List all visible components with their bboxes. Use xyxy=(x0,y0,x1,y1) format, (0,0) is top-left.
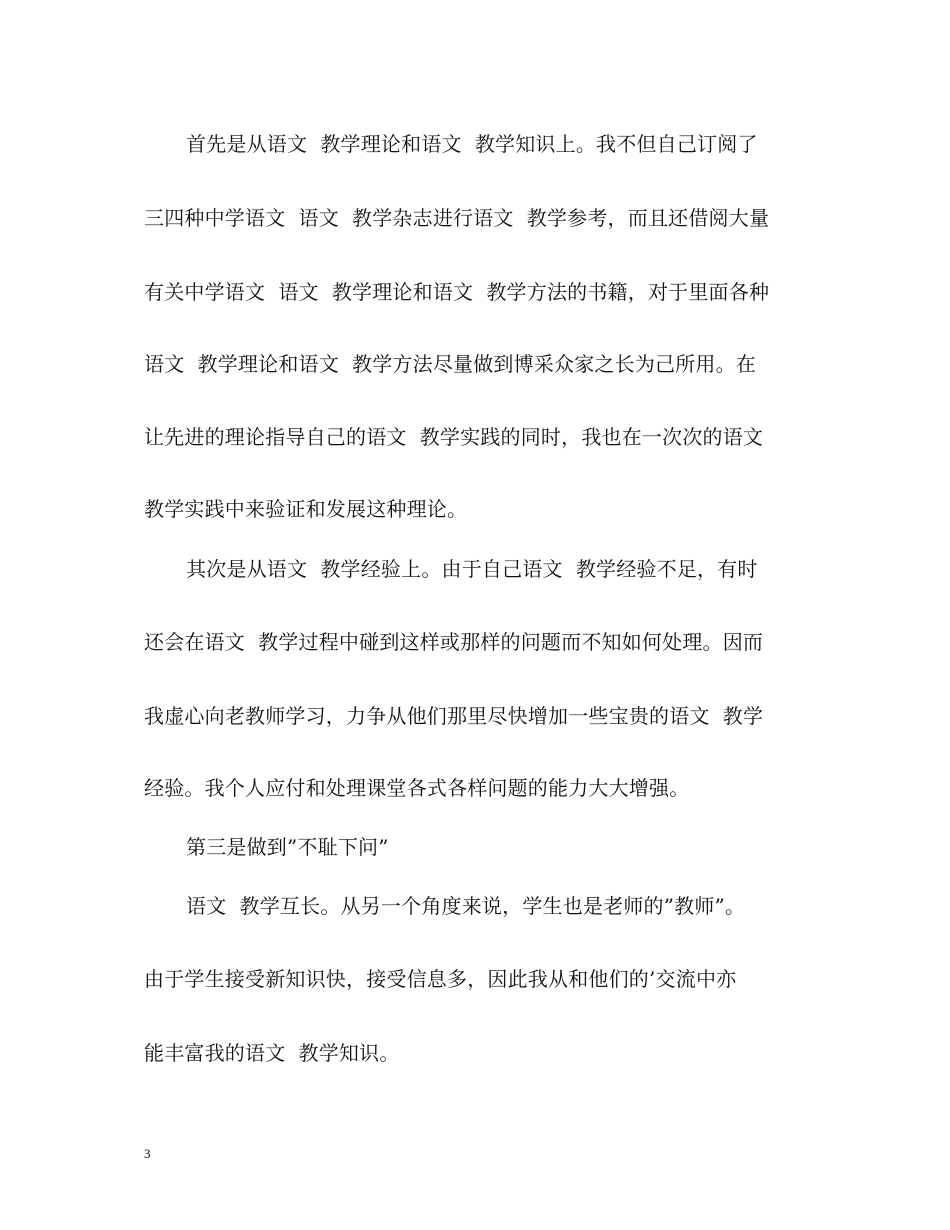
paragraph-4-line-1: 语文 教学互长。从另一个角度来说，学生也是老师的”教师”。 xyxy=(186,894,746,918)
paragraph-1-line-4: 语文 教学理论和语文 教学方法尽量做到博采众家之长为己所用。在 xyxy=(144,352,757,376)
paragraph-3-line-1: 第三是做到”不耻下问” xyxy=(186,835,389,859)
paragraph-1-line-1: 首先是从语文 教学理论和语文 教学知识上。我不但自己订阅了 xyxy=(186,132,758,156)
paragraph-2-line-4: 经验。我个人应付和处理课堂各式各样问题的能力大大增强。 xyxy=(144,776,690,800)
paragraph-2-line-2: 还会在语文 教学过程中碰到这样或那样的问题而不知如何处理。因而 xyxy=(144,630,764,654)
paragraph-1-line-5: 让先进的理论指导自己的语文 教学实践的同时，我也在一次次的语文 xyxy=(144,425,764,449)
page-number: 3 xyxy=(144,1146,151,1161)
paragraph-1-line-6: 教学实践中来验证和发展这种理论。 xyxy=(144,497,468,521)
paragraph-2-line-1: 其次是从语文 教学经验上。由于自己语文 教学经验不足，有时 xyxy=(186,557,758,581)
paragraph-2-line-3: 我虚心向老教师学习，力争从他们那里尽快增加一些宝贵的语文 教学 xyxy=(144,704,764,728)
paragraph-1-line-2: 三四种中学语文 语文 教学杂志进行语文 教学参考，而且还借阅大量 xyxy=(144,206,770,230)
paragraph-4-line-3: 能丰富我的语文 教学知识。 xyxy=(144,1041,400,1065)
paragraph-4-line-2: 由于学生接受新知识快，接受信息多，因此我从和他们的’交流中亦 xyxy=(144,967,737,991)
paragraph-1-line-3: 有关中学语文 语文 教学理论和语文 教学方法的书籍，对于里面各种 xyxy=(144,280,770,304)
